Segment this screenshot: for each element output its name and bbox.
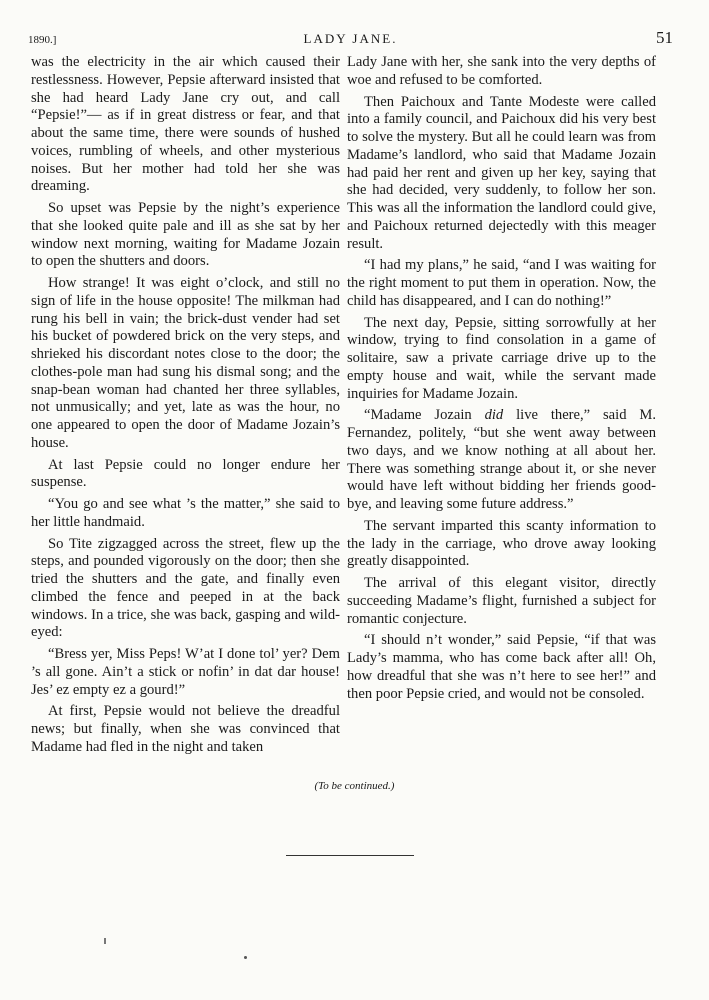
paragraph: How strange! It was eight o’clock, and still no sign of life in the house opposite! The milkman had rung his bell in vain; the brick-dust vender had set his bucket of powdered brick on the very steps, and shrieked his discordant notes close to the door; the clothes-pole man had sung his dismal song; and the snap-bean woman had chanted her three syllables, not unmusically; and yet, late as was the hour, no one appeared to open the door of Madame Jozain’s house.: [31, 275, 340, 451]
paragraph: At last Pepsie could no longer endure her suspense.: [31, 456, 340, 491]
paragraph: “Bress yer, Miss Peps! W’at I done tol’ yer? Dem ’s all gone. Ain’t a stick or nofin’ in dat dar house! Jes’ ez empty ez a gourd!”: [31, 646, 340, 698]
paragraph: So upset was Pepsie by the night’s experience that she looked quite pale and ill as she sat by her window next morning, waiting for Madame Jozain to open the shutters and doors.: [31, 200, 340, 270]
paragraph: “Madame Jozain did live there,” said M. Fernandez, politely, “but she went away between two days, and we know nothing at all about her. There was something strange about it, or she never would have left without bidding her friends good-bye, and leaving some future address.”: [347, 407, 656, 512]
page-header: [28, 28, 673, 50]
to-be-continued-note: (To be continued.): [314, 780, 395, 792]
paragraph: The next day, Pepsie, sitting sorrowfully at her window, trying to find consolation in a game of solitaire, saw a private carriage drive up to the empty house and wait, while the servant made inquiries for Madame Jozain.: [347, 314, 656, 402]
right-column: [347, 54, 656, 707]
print-speck: [104, 938, 106, 944]
paragraph: “I had my plans,” he said, “and I was waiting for the right moment to put them in operation. Now, the child has disappeared, and I can do nothing!”: [347, 257, 656, 309]
page-number: 51: [656, 28, 673, 47]
print-speck: [244, 956, 247, 959]
paragraph: “You go and see what ’s the matter,” she said to her little handmaid.: [31, 496, 340, 530]
paragraph: Lady Jane with her, she sank into the very depths of woe and refused to be comforted.: [347, 54, 656, 88]
paragraph: Then Paichoux and Tante Modeste were called into a family council, and Paichoux did his very best to solve the mystery. But all he could learn was from Madame’s landlord, who said that Madame Jozain had paid her rent and given up her key, saying that she had decided, very suddenly, to follow her son. This was all the information the landlord could give, and Paichoux returned dejectedly with this meager result.: [347, 93, 656, 252]
end-rule-divider: [286, 855, 414, 856]
paragraph: So Tite zigzagged across the street, flew up the steps, and pounded vigorously on the door; then she tried the shutters and the gate, and finally even climbed the fence and peeped in at the back windows. In a trice, she was back, gasping and wild-eyed:: [31, 535, 340, 641]
paragraph: “I should n’t wonder,” said Pepsie, “if that was Lady’s mamma, who has come back after all! Oh, how dreadful that she was n’t here to see her!” and then poor Pepsie cried, and would not be consoled.: [347, 632, 656, 702]
paragraph: was the electricity in the air which caused their restlessness. However, Pepsie afterward insisted that she had heard Lady Jane cry out, and call “Pepsie!”— as if in great distress or fear, and that about the same time, there were sounds of hushed voices, rumbling of wheels, and other mysterious noises. But her mother had told her she was dreaming.: [31, 54, 340, 195]
paragraph: The arrival of this elegant visitor, directly succeeding Madame’s flight, furnished a subject for romantic conjecture.: [347, 575, 656, 627]
left-column: [31, 54, 340, 761]
paragraph: The servant imparted this scanty information to the lady in the carriage, who drove away looking greatly disappointed.: [347, 517, 656, 570]
paragraph: At first, Pepsie would not believe the dreadful news; but finally, when she was convinced that Madame had fled in the night and taken: [31, 703, 340, 755]
header-year: 1890.]: [28, 34, 57, 46]
running-title: LADY JANE.: [303, 31, 398, 46]
